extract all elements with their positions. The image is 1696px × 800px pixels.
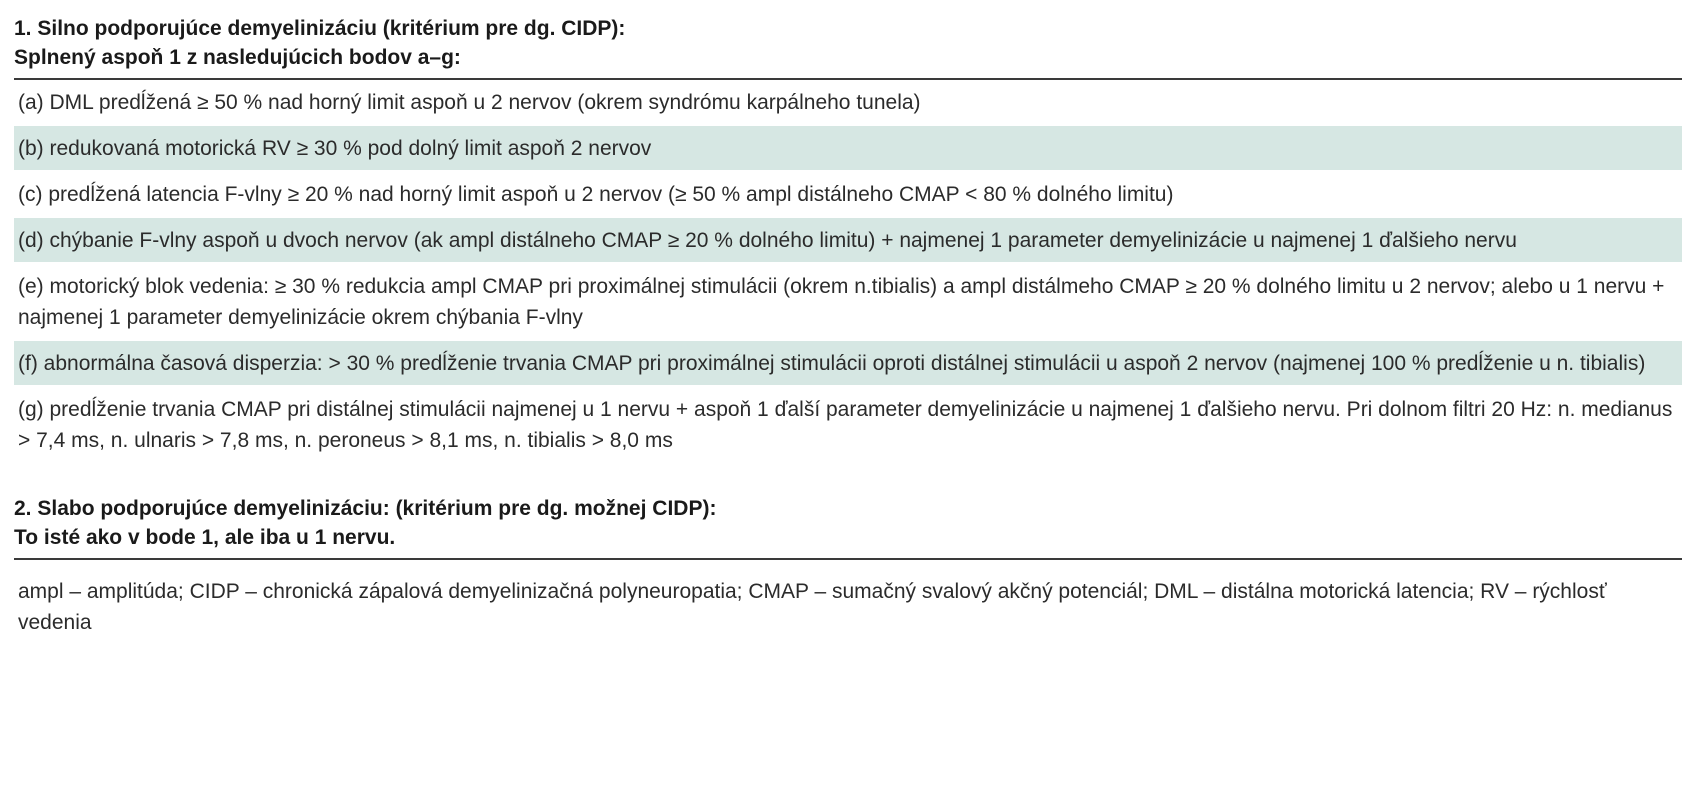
criterion-text: (g) predĺženie trvania CMAP pri distálnej stimulácii najmenej u 1 nervu + aspoň 1 ďalší parameter demyelinizácie u najmenej 1 ďalšieho nervu. Pri dolnom filtri 20 Hz: n. medianus > 7,4 ms, n. ulnaris > 7,8 ms, n. peroneus > 8,1 ms, n. tibialis > 8,0 ms: [18, 398, 1673, 452]
section-2-heading: [14, 494, 1682, 560]
section-1-subtitle: Splnený aspoň 1 z nasledujúcich bodov a–g:: [14, 46, 461, 69]
criterion-row-b: [14, 126, 1682, 172]
criterion-text: (e) motorický blok vedenia: ≥ 30 % redukcia ampl CMAP pri proximálnej stimulácii (okrem n.tibialis) a ampl distálmeho CMAP ≥ 20 % dolného limitu u 2 nervov; alebo u 1 nervu + najmenej 1 parameter demyelinizácie okrem chýbania F-vlny: [18, 275, 1665, 329]
section-2-subtitle: To isté ako v bode 1, ale iba u 1 nervu.: [14, 526, 396, 549]
criterion-text: (b) redukovaná motorická RV ≥ 30 % pod dolný limit aspoň 2 nervov: [18, 137, 652, 160]
section-2-title: 2. Slabo podporujúce demyelinizáciu: (kritérium pre dg. možnej CIDP):: [14, 497, 717, 520]
criterion-text: (f) abnormálna časová disperzia: > 30 % predĺženie trvania CMAP pri proximálnej stimulácii oproti distálnej stimulácii u aspoň 2 nervov (najmenej 100 % predĺženie u n. tibialis): [18, 352, 1646, 375]
criterion-row-a: [14, 80, 1682, 126]
abbreviations-footnote: ampl – amplitúda; CIDP – chronická zápalová demyelinizačná polyneuropatia; CMAP – sumačný svalový akčný potenciál; DML – distálna motorická latencia; RV – rýchlosť vedenia: [18, 580, 1607, 634]
criteria-table: [14, 14, 1682, 638]
criterion-text: (d) chýbanie F-vlny aspoň u dvoch nervov (ak ampl distálneho CMAP ≥ 20 % dolného limitu) + najmenej 1 parameter demyelinizácie u najmenej 1 ďalšieho nervu: [18, 229, 1517, 252]
criteria-list: [14, 80, 1682, 464]
section-1-title: 1. Silno podporujúce demyelinizáciu (kritérium pre dg. CIDP):: [14, 17, 626, 40]
criterion-text: (c) predĺžená latencia F-vlny ≥ 20 % nad horný limit aspoň u 2 nervov (≥ 50 % ampl distálneho CMAP < 80 % dolného limitu): [18, 183, 1174, 206]
criterion-row-c: [14, 172, 1682, 218]
section-1-heading: [14, 14, 1682, 80]
criterion-row-f: [14, 341, 1682, 387]
criterion-text: (a) DML predĺžená ≥ 50 % nad horný limit aspoň u 2 nervov (okrem syndrómu karpálneho tunela): [18, 91, 921, 114]
section-spacer: [14, 464, 1682, 494]
criterion-row-g: [14, 387, 1682, 464]
criterion-row-e: [14, 264, 1682, 341]
criterion-row-d: [14, 218, 1682, 264]
